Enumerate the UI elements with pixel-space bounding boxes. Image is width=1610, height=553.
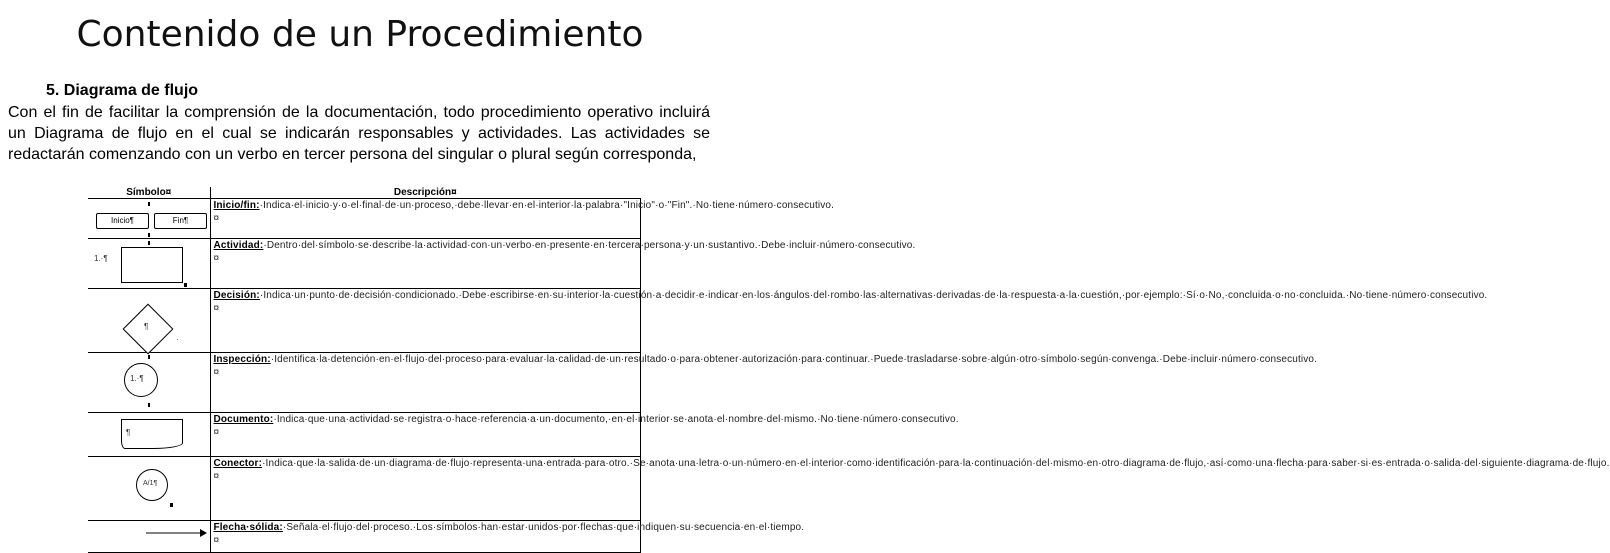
description-cell xyxy=(210,289,1488,353)
symbol-cell xyxy=(88,239,210,289)
row-label: Actividad: xyxy=(213,240,264,251)
section-heading: 5. Diagrama de flujo xyxy=(46,82,199,99)
row-text: ·Indica·que·una·actividad·se·registra·o·hace·referencia·a·un·documento,·en·el·interior·se·anota·el·nombre·del·mismo.·No·tiene·número·consecutivo.¤ xyxy=(213,414,959,438)
row-label: Documento: xyxy=(213,414,274,425)
table-row xyxy=(88,413,640,457)
row-label: Flecha·sólida: xyxy=(213,522,283,533)
dash-mark xyxy=(148,403,150,407)
slide-title: Contenido de un Procedimiento xyxy=(76,14,644,55)
row-label: Conector: xyxy=(213,458,263,469)
header-symbol: Símbolo¤ xyxy=(88,187,210,199)
arrow-right-icon xyxy=(108,527,208,539)
dash-mark xyxy=(148,233,150,237)
dash-mark xyxy=(184,283,187,287)
row-text: ·Identifica·la·detención·en·el·flujo·del·proceso·para·evaluar·la·calidad·de·un·resultado·o·para·obtener·autorización·para·continuar.·Puede·trasladarse·sobre·algún·otro·símbolo·según·convenga.·Debe·incluir·número·consecutivo.¤ xyxy=(213,354,1318,378)
start-terminal-symbol: Inicio¶ xyxy=(96,213,149,229)
document-symbol-text: ¶ xyxy=(126,428,131,437)
description-cell xyxy=(210,457,1610,521)
connector-symbol-text: A/1¶ xyxy=(143,480,158,487)
row-text: ·Indica·un·punto·de·decisión·condicionado.·Debe·escribirse·en·su·interior·la·cuestión·a·decidir·e·indicar·en·los·ángulos·del·rombo·las·alternativas·derivadas·de·la·respuesta·a·la·cuestión,·por·ejemplo:·Sí·o·No,·concluida·o·no·concluida.·No·tiene·número·consecutivo.¤ xyxy=(213,290,1488,314)
description-cell xyxy=(210,239,916,289)
row-text: ·Señala·el·flujo·del·proceso.·Los·símbolos·han·estar·unidos·por·flechas·que·indiquen·su·secuencia·en·el·tiempo.¤ xyxy=(213,522,805,546)
activity-symbol-text: 1.·¶ xyxy=(94,254,108,263)
table-row xyxy=(88,353,640,413)
dash-mark xyxy=(148,202,150,206)
dash-mark xyxy=(170,503,173,507)
row-label: Inicio/fin: xyxy=(213,200,260,211)
dash-mark xyxy=(148,355,150,359)
end-terminal-symbol: Fin¶ xyxy=(154,213,207,229)
row-text: ·Indica·que·la·salida·de·un·diagrama·de·flujo·representa·una·entrada·para·otro.·Se·anota·una·letra·o·un·número·en·el·interior·como·identificación·para·la·continuación·del·mismo·en·otro·diagrama·de·flujo,·así·como·una·flecha·para·saber·si·es·entrada·o·salida·del·siguiente·diagrama·de·flujo.¤ xyxy=(213,458,1610,482)
symbol-cell xyxy=(88,457,210,521)
dash-mark xyxy=(148,241,150,245)
inspection-symbol-text: 1.·¶ xyxy=(130,374,144,383)
description-cell xyxy=(210,521,805,553)
row-text: ·Indica·el·inicio·y·o·el·final·de·un·proceso,·debe·llevar·en·el·interior·la·palabra·"Inicio"·o·"Fin".·No·tiene·número·consecutivo.¤ xyxy=(213,200,835,224)
intro-paragraph: Con el fin de facilitar la comprensión de la documentación, todo procedimiento operativo incluirá un Diagrama de flujo en el cual se indicarán responsables y actividades. Las actividades se redactarán comenzando con un verbo en tercer persona del singular o plural según corresponda, xyxy=(8,104,710,163)
table-row xyxy=(88,289,640,353)
table-row xyxy=(88,521,640,553)
symbol-cell xyxy=(88,413,210,457)
table-row xyxy=(88,199,640,239)
flowchart-symbols-table xyxy=(88,187,1610,546)
decision-symbol-text: ¶ xyxy=(144,322,149,331)
symbol-cell xyxy=(88,199,210,239)
connector-circle-symbol xyxy=(136,469,168,501)
pilcrow-mark: · xyxy=(176,335,179,344)
header-description: Descripción¤ xyxy=(210,187,640,199)
table-row xyxy=(88,239,640,289)
table-row xyxy=(88,457,640,521)
symbol-cell xyxy=(88,521,210,553)
symbol-cell xyxy=(88,289,210,353)
document-symbol xyxy=(121,419,183,449)
description-cell xyxy=(210,353,1318,413)
description-cell xyxy=(210,413,959,457)
activity-rectangle-symbol xyxy=(94,247,183,283)
symbol-cell xyxy=(88,353,210,413)
description-cell xyxy=(210,199,835,239)
row-label: Decisión: xyxy=(213,290,260,301)
row-text: ·Dentro·del·símbolo·se·describe·la·actividad·con·un·verbo·en·presente·en·tercera·persona·y·un·sustantivo.·Debe·incluir·número·consecutivo.¤ xyxy=(213,240,916,264)
row-label: Inspección: xyxy=(213,354,271,365)
inspection-circle-symbol xyxy=(124,363,158,397)
